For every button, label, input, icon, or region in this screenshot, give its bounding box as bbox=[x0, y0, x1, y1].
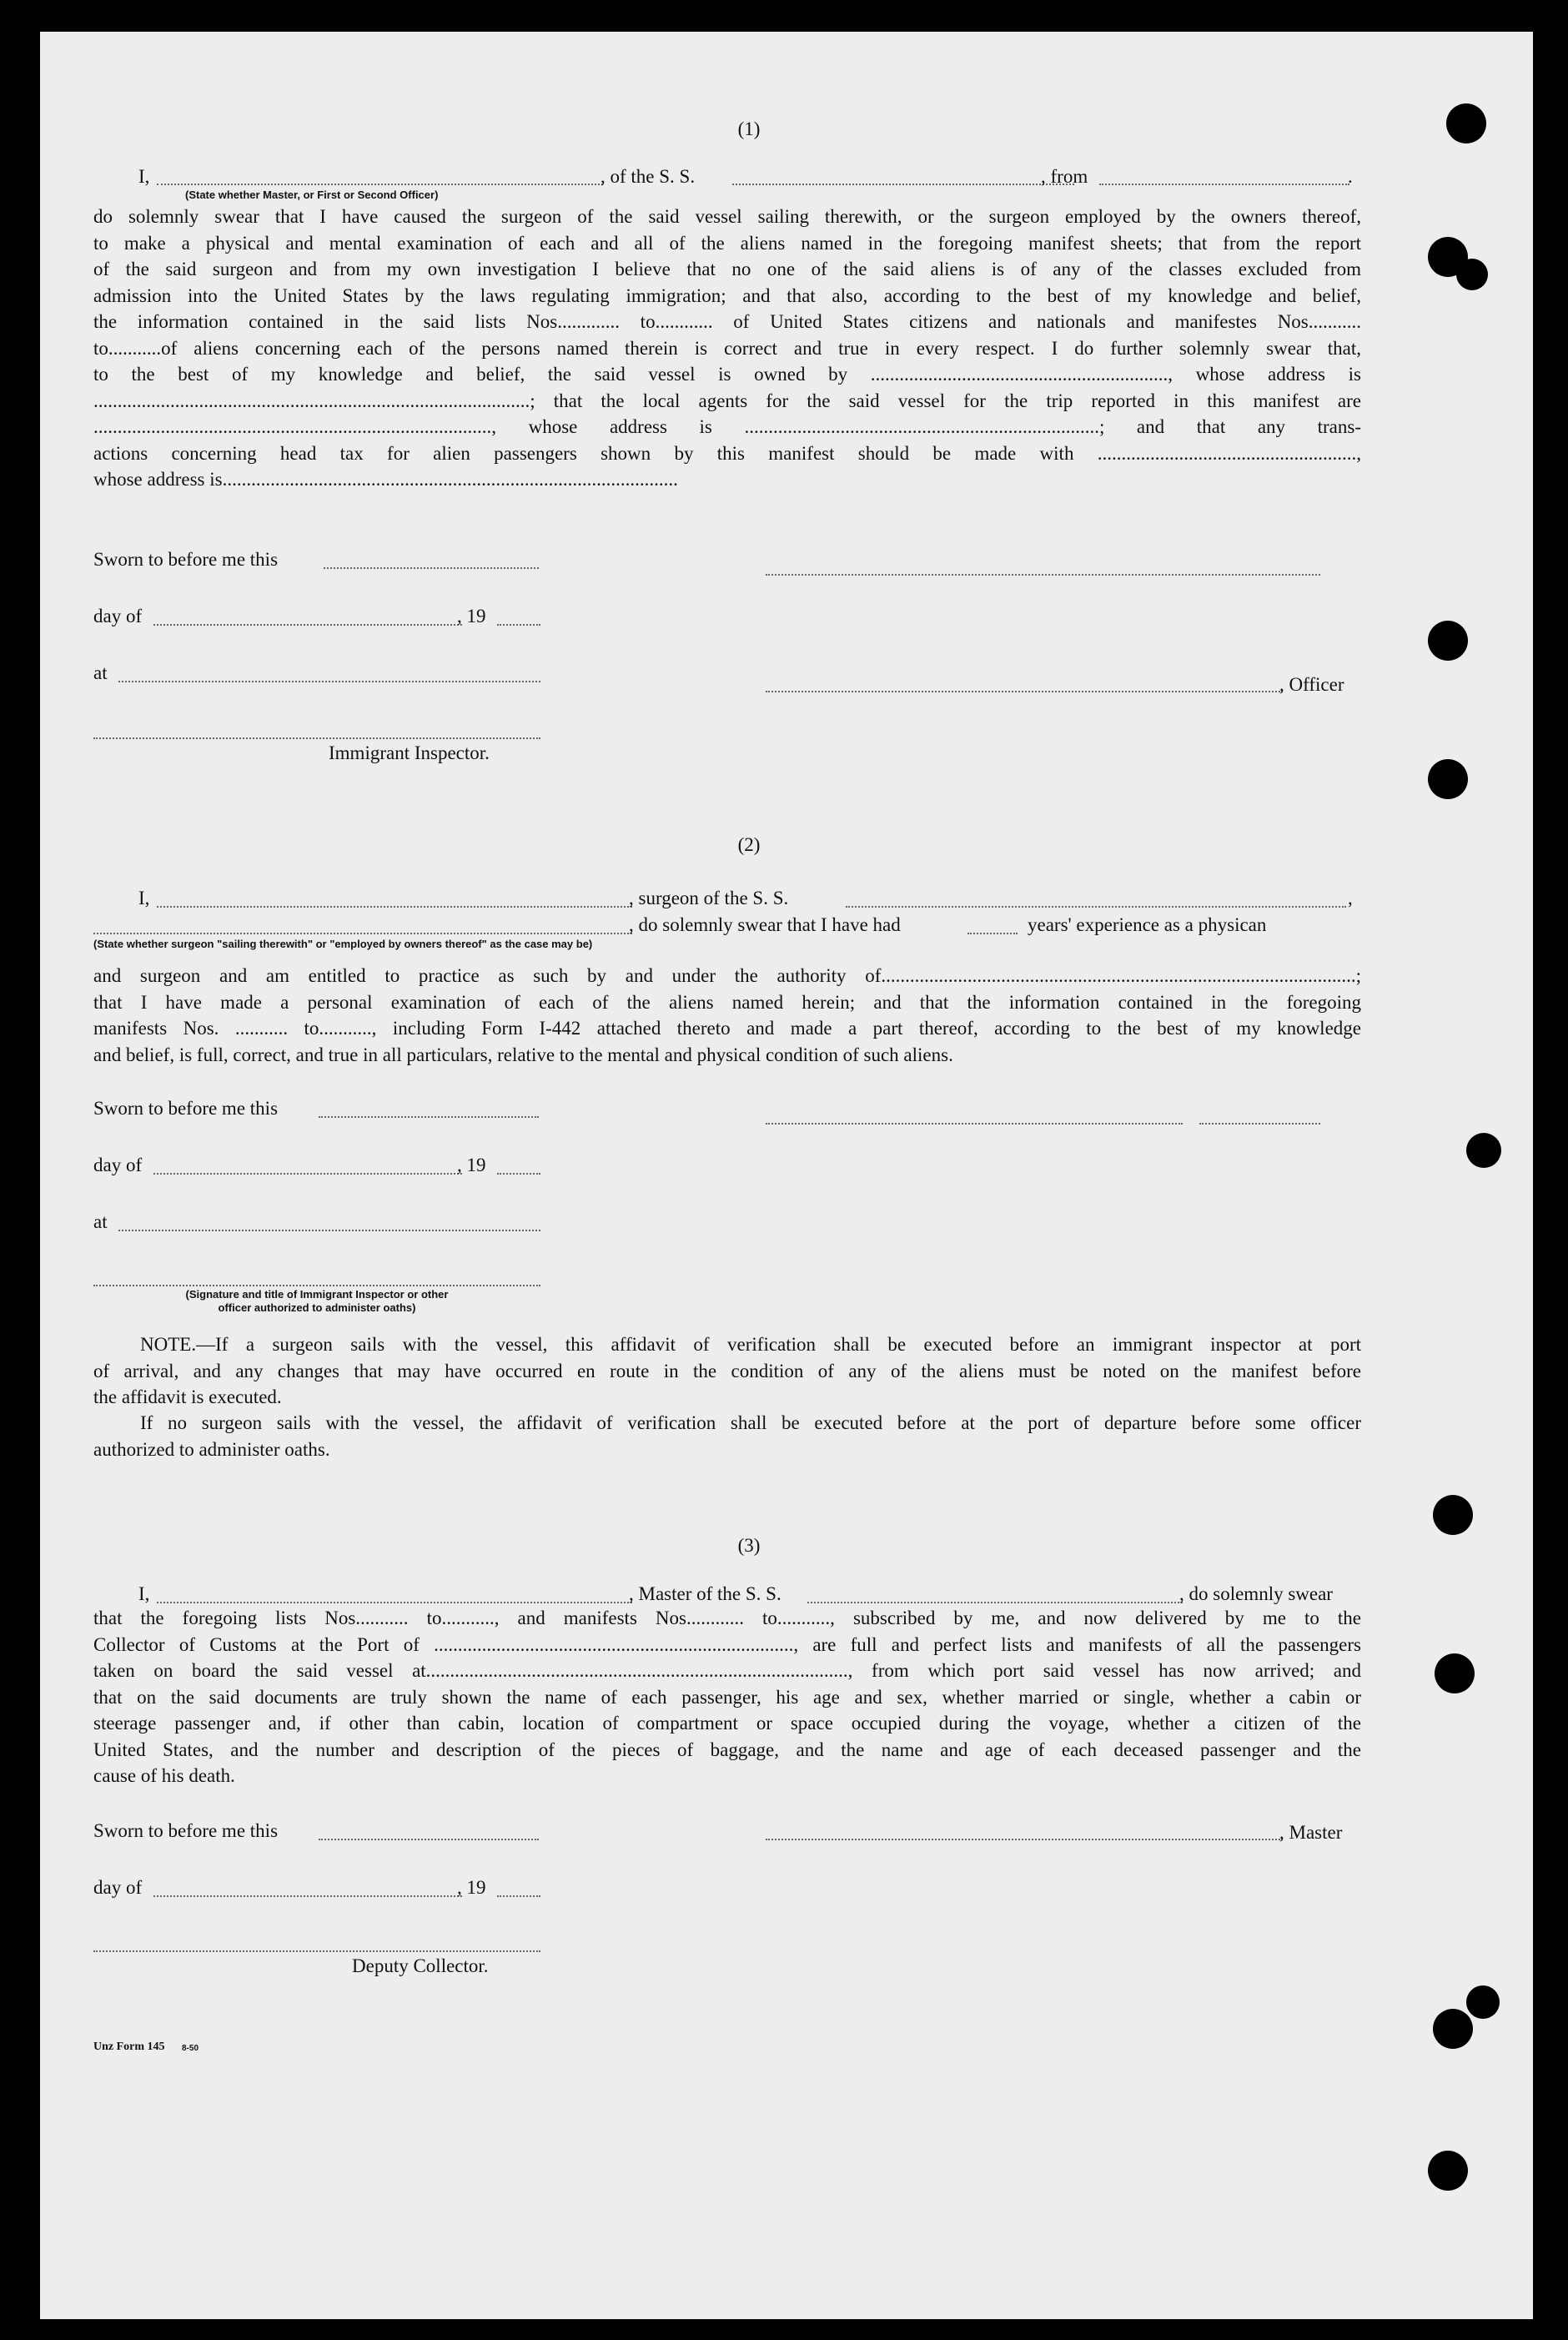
binder-hole bbox=[1466, 1985, 1500, 2019]
fill-line[interactable] bbox=[846, 906, 1346, 908]
fill-line[interactable] bbox=[497, 624, 540, 626]
master-label: , Master of the S. S. bbox=[629, 1583, 781, 1604]
note-paragraph: NOTE.—If a surgeon sails with the vessel, this affidavit of verification shall be executed before an immigrant inspector at port of arrival, and any changes that may have occurred en route in the condition of any of the aliens must be noted on the manifest before the affidavit is executed. bbox=[93, 1334, 1361, 1407]
signature-line[interactable] bbox=[93, 737, 540, 739]
at-label: at bbox=[93, 1211, 108, 1232]
fill-line[interactable] bbox=[732, 184, 1074, 185]
fill-line[interactable] bbox=[324, 567, 539, 569]
binder-hole bbox=[1428, 621, 1468, 661]
binder-hole bbox=[1428, 2151, 1468, 2191]
oath-prefix: I, bbox=[138, 1583, 150, 1604]
from-label: , from bbox=[1041, 166, 1088, 187]
at-label: at bbox=[93, 662, 108, 683]
swear-label: , do solemnly swear that I have had bbox=[629, 914, 901, 935]
binder-hole bbox=[1435, 1653, 1475, 1693]
fill-line[interactable] bbox=[153, 1173, 462, 1175]
fill-line[interactable] bbox=[497, 1895, 540, 1897]
signature-line[interactable] bbox=[766, 1123, 1183, 1125]
fill-line[interactable] bbox=[153, 624, 462, 626]
fill-line[interactable] bbox=[118, 681, 540, 682]
vessel-label: , of the S. S. bbox=[601, 166, 696, 187]
fill-line[interactable] bbox=[1099, 184, 1349, 185]
oath-paragraph: do solemnly swear that I have caused the surgeon of the said vessel sailing therewith, or the surgeon employed by the owners thereof, to make a physical and mental examination of each and all of the aliens named in the foregoing manifest sheets; that from the report of the said surgeon and from my own investigation I believe that no one of the said aliens is of any of the classes excluded from admission into the United States by the laws regulating immigration; and that also, according to the best of my knowledge and belief, the information contained in the said lists Nos............. to............ of United States citizens and nationals and manifestes Nos........... to...........of aliens concerning each of the persons named therein is correct and true in every respect. I do further solemnly swear that, to the best of my knowledge and belief, the said vessel is owned by .............................................................., whose address is ...........................................................................................; that the local agents for the said vessel for the trip reported in this manifest are ..................................................................................., whose address is ..........................................................................; and that any trans- actions concerning head tax for alien passengers shown by this manifest should be made with ......................................................, whose address is............................................................................................... bbox=[93, 206, 1361, 490]
oath-prefix: I, bbox=[138, 166, 150, 187]
years-label: years' experience as a physican bbox=[1028, 914, 1267, 935]
signature-line[interactable] bbox=[766, 691, 1283, 692]
signature-line[interactable] bbox=[93, 1285, 540, 1286]
fill-line[interactable] bbox=[497, 1173, 540, 1175]
section-number: (1) bbox=[737, 118, 761, 139]
officer-label: , Officer bbox=[1279, 674, 1344, 695]
section-number: (2) bbox=[737, 834, 761, 855]
master-paragraph: that the foregoing lists Nos........... to..........., and manifests Nos............ to..........., subscribed by me, and now delivered by me to the Collector of Customs at the Port of ..........................................................................., are full and perfect lists and manifests of all the passengers taken on board the said vessel at........................................................................................, from which port said vessel has now arrived; and that on the said documents are truly shown the name of each passenger, his age and sex, whether married or single, whether a cabin or steerage passenger and, if other than cabin, location of compartment or space occupied during the voyage, whether a citizen of the United States, and the number and description of the pieces of baggage, and the name and age of each deceased passenger and the cause of his death. bbox=[93, 1608, 1361, 1786]
form-code: 8-50 bbox=[182, 2044, 199, 2053]
sworn-label: Sworn to before me this bbox=[93, 549, 279, 570]
day-of-label: day of bbox=[93, 1877, 143, 1898]
year-label: , 19 bbox=[457, 1877, 486, 1898]
form-number: Unz Form 145 bbox=[93, 2041, 165, 2053]
fill-line[interactable] bbox=[157, 1602, 632, 1603]
no-surgeon-paragraph: If no surgeon sails with the vessel, the affidavit of verification shall be executed before at the port of departure before some officer authorized to administer oaths. bbox=[93, 1412, 1361, 1460]
year-label: , 19 bbox=[457, 1155, 486, 1175]
binder-hole bbox=[1446, 103, 1486, 143]
master-sig-label: , Master bbox=[1279, 1822, 1343, 1843]
binder-hole bbox=[1433, 1495, 1473, 1535]
sworn-label: Sworn to before me this bbox=[93, 1820, 279, 1841]
surgeon-paragraph: and surgeon and am entitled to practice as such by and under the authority of...................................................................................................; that I have made a personal examination of each of the aliens named herein; and that the information contained in the foregoing manifests Nos. ........... to..........., including Form I-442 attached thereto and made a part thereof, according to the best of my knowledge and belief, is full, correct, and true in all particulars, relative to the mental and physical condition of such aliens. bbox=[93, 965, 1361, 1065]
fill-line[interactable] bbox=[157, 906, 632, 908]
binder-hole bbox=[1456, 259, 1488, 290]
year-label: , 19 bbox=[457, 606, 486, 627]
fill-line[interactable] bbox=[118, 1230, 540, 1231]
sworn-label: Sworn to before me this bbox=[93, 1098, 279, 1119]
fill-line[interactable] bbox=[319, 1116, 539, 1118]
line-end: , bbox=[1348, 888, 1353, 908]
signature-line[interactable] bbox=[1199, 1123, 1320, 1125]
form-page bbox=[40, 32, 1533, 2319]
signature-note: (Signature and title of Immigrant Inspector or other bbox=[185, 1288, 449, 1301]
fill-line[interactable] bbox=[153, 1895, 462, 1897]
fill-line[interactable] bbox=[807, 1602, 1183, 1603]
signature-line[interactable] bbox=[93, 1950, 540, 1952]
fill-line[interactable] bbox=[157, 184, 603, 185]
day-of-label: day of bbox=[93, 606, 143, 627]
swear-label: , do solemnly swear bbox=[1179, 1583, 1333, 1604]
signature-line[interactable] bbox=[766, 574, 1320, 576]
field-note: (State whether surgeon "sailing therewith" or "employed by owners thereof" as the case may be) bbox=[93, 938, 593, 950]
signature-line[interactable] bbox=[766, 1839, 1283, 1840]
binder-hole bbox=[1428, 759, 1468, 799]
surgeon-label: , surgeon of the S. S. bbox=[629, 888, 789, 908]
inspector-label: Immigrant Inspector. bbox=[329, 742, 490, 763]
fill-line[interactable] bbox=[319, 1839, 539, 1840]
binder-hole bbox=[1433, 2009, 1473, 2049]
binder-hole bbox=[1466, 1133, 1501, 1168]
field-note: (State whether Master, or First or Second Officer) bbox=[185, 189, 439, 201]
line-end: . bbox=[1348, 166, 1353, 187]
day-of-label: day of bbox=[93, 1155, 143, 1175]
section-number: (3) bbox=[737, 1535, 761, 1556]
deputy-label: Deputy Collector. bbox=[352, 1955, 489, 1976]
oath-prefix: I, bbox=[138, 888, 150, 908]
fill-line[interactable] bbox=[93, 933, 632, 934]
fill-line[interactable] bbox=[967, 933, 1018, 934]
signature-note: officer authorized to administer oaths) bbox=[218, 1301, 416, 1314]
